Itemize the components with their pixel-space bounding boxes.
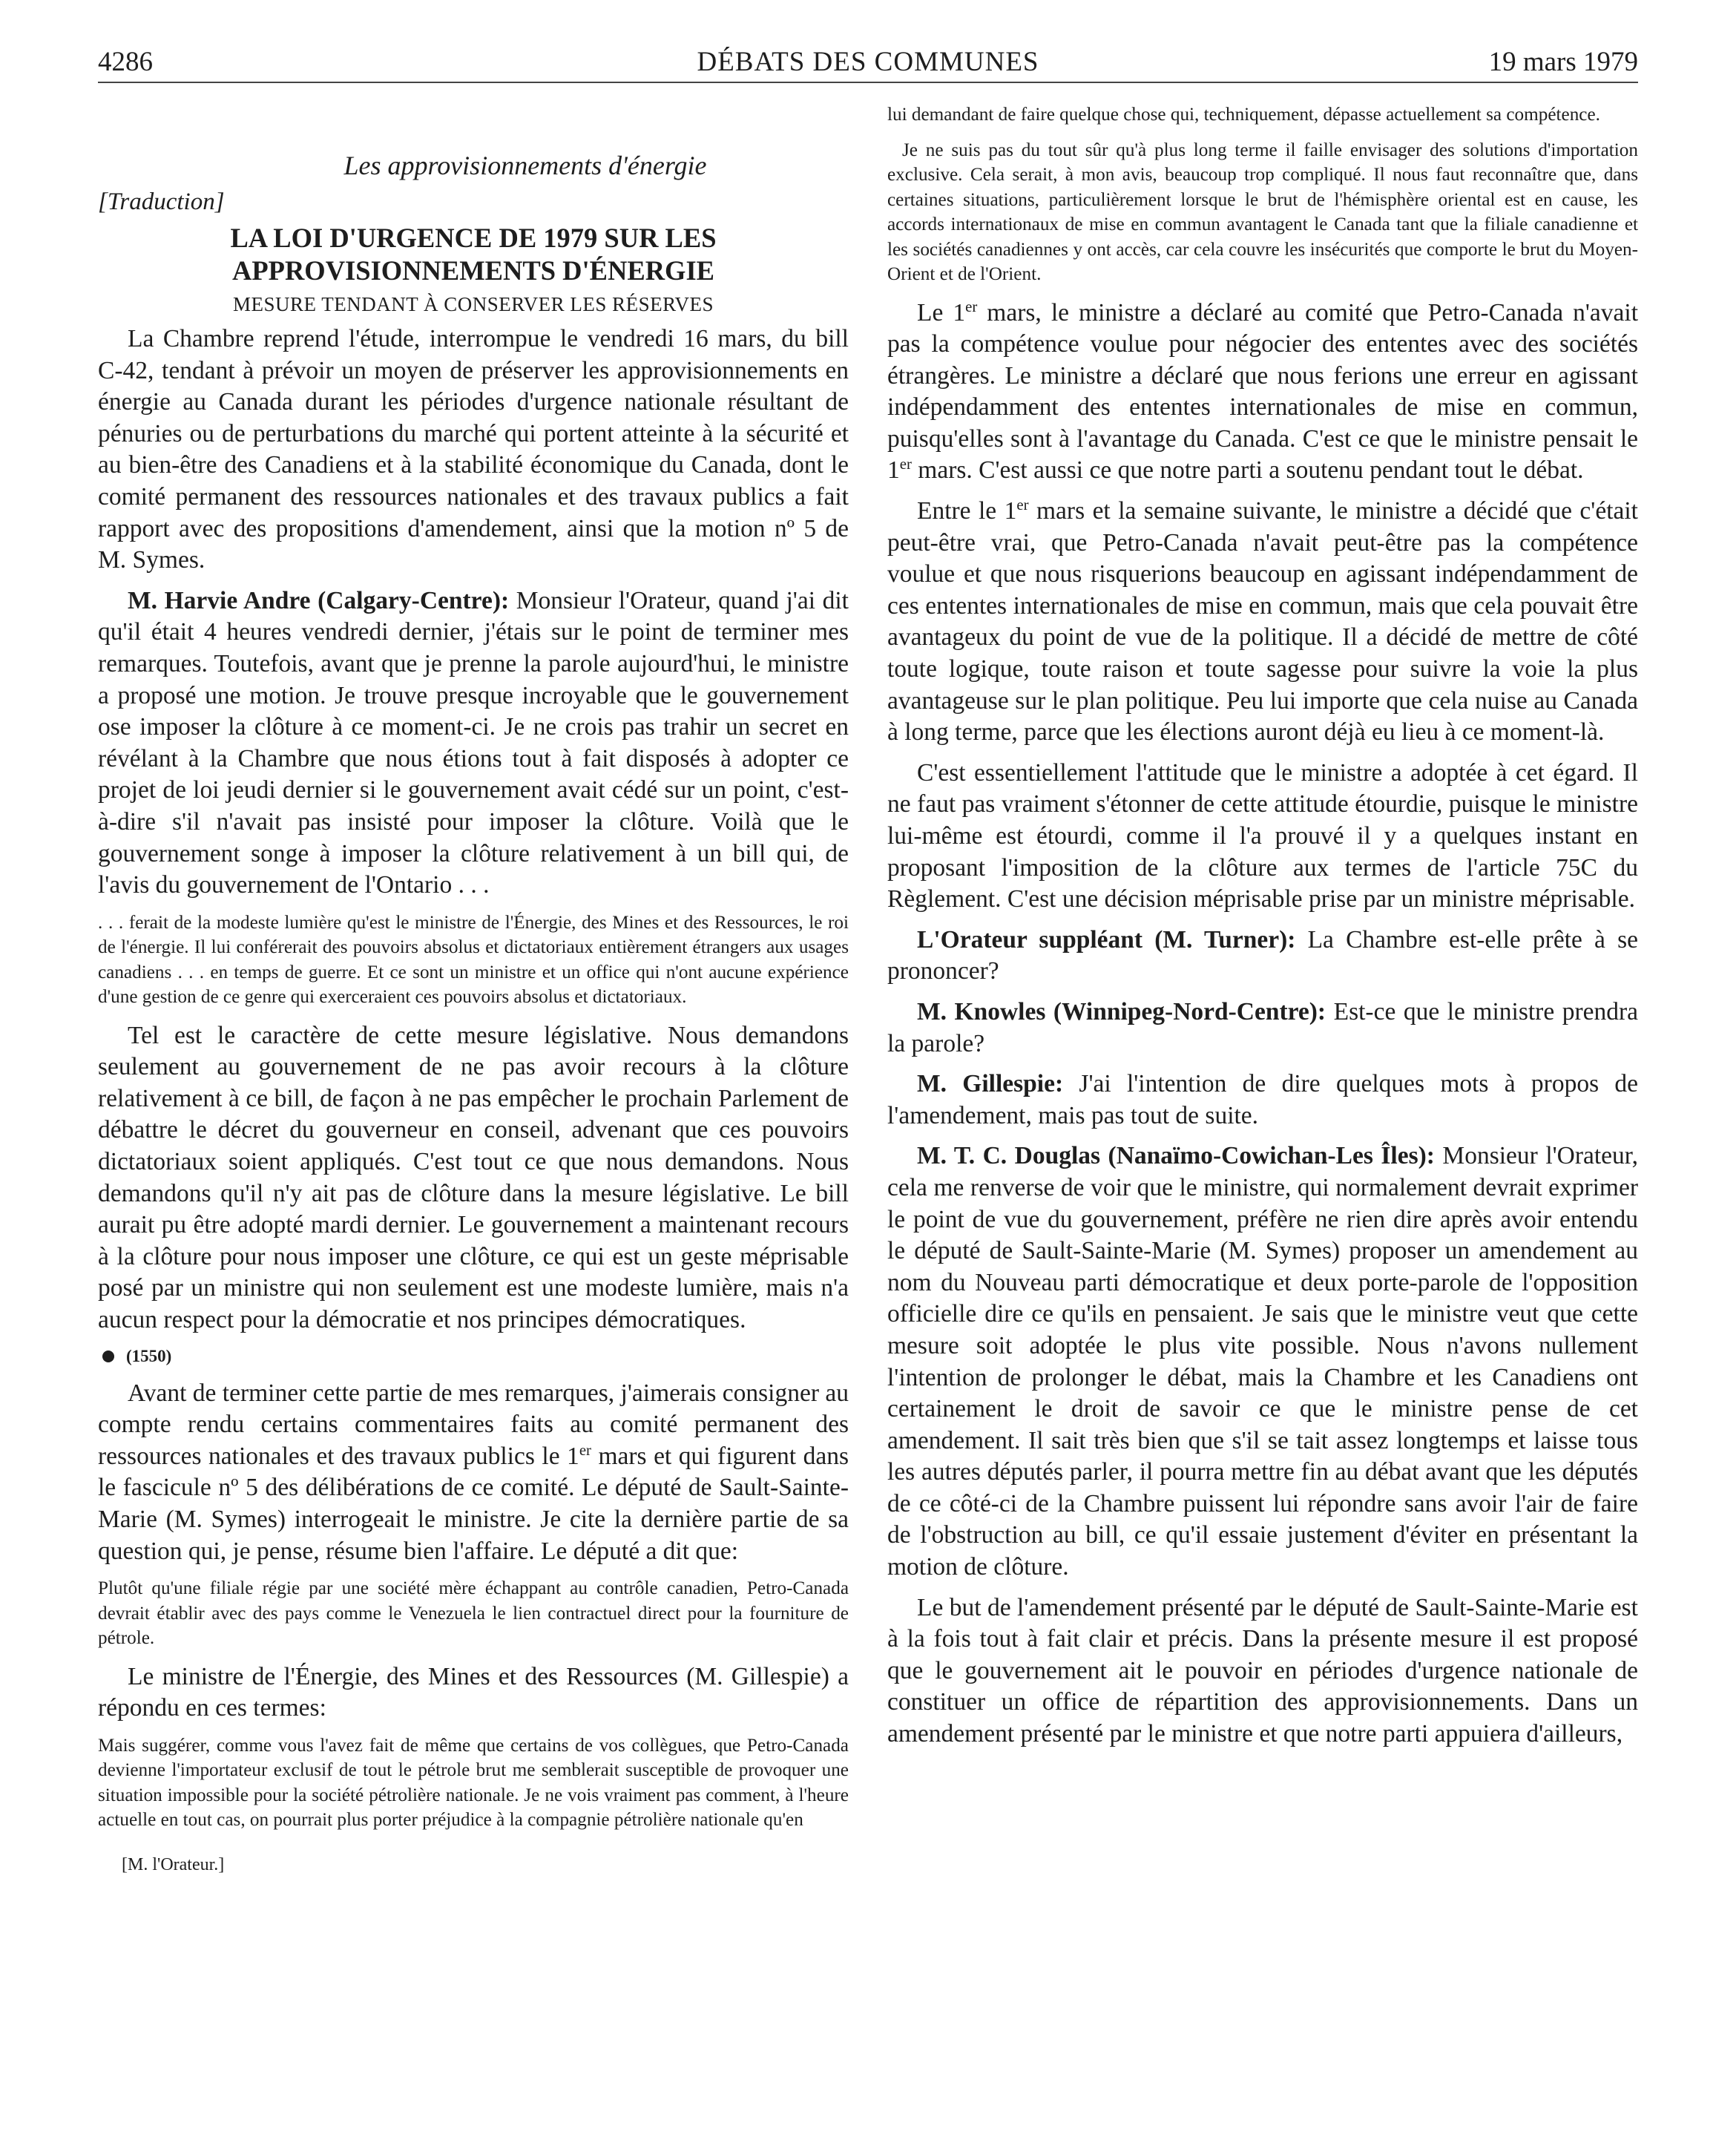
publication-title: DÉBATS DES COMMUNES [697, 47, 1039, 77]
quotation: Plutôt qu'une filiale régie par une société mère échappant au contrôle canadien, Petro-Canada devrait établir avec des pays comme le Venezuela le lien contractuel direct pour la fourniture de pétrole. [98, 1578, 849, 1649]
speaker-name: M. T. C. Douglas (Nanaïmo-Cowichan-Les Îles): [917, 1142, 1435, 1170]
speaker-name: M. Gillespie: [917, 1070, 1064, 1098]
quotation: Mais suggérer, comme vous l'avez fait de même que certains de vos collègues, que Petro-Canada devienne l'importateur exclusif de tout le pétrole brut me semblerait susceptible de provoquer une situation impossible pour la société pétrolière nationale. Je ne vois vraiment pas comment, à l'heure actuelle en tout cas, on pourrait plus porter préjudice à la compagnie pétrolière nationale qu'en [98, 1735, 849, 1831]
paragraph [887, 496, 1638, 749]
speech-paragraph [887, 1141, 1638, 1583]
timestamp [98, 1347, 849, 1366]
paragraph: La Chambre reprend l'étude, interrompue le vendredi 16 mars, du bill C-42, tendant à prévoir un moyen de préserver les approvisionnements en énergie au Canada durant les périodes d'urgence nationale résultant de pénuries ou de perturbations du marché qui portent atteinte à la sécurité et au bien-être des Canadiens et à la stabilité économique du Canada, dont le comité permanent des ressources nationales et des travaux publics a fait rapport avec des propositions d'amendement, ainsi que la motion nº 5 de M. Symes. [98, 325, 849, 574]
superscript: er [579, 1441, 591, 1459]
speaker-name: M. Knowles (Winnipeg-Nord-Centre): [917, 997, 1326, 1025]
timestamp-text: (1550) [126, 1346, 172, 1365]
header-rule [98, 82, 1638, 83]
paragraph-text: Le 1 [917, 298, 966, 326]
section-title: Les approvisionnements d'énergie [343, 151, 707, 180]
page-header [98, 43, 1638, 82]
quotation: lui demandant de faire quelque chose qui, techniquement, dépasse actuellement sa compétence. [887, 105, 1600, 125]
issue-date: 19 mars 1979 [1488, 47, 1638, 77]
speech-text: Monsieur l'Orateur, quand j'ai dit qu'il était 4 heures vendredi dernier, j'étais sur le point de terminer mes remarques. Toutefois, avant que je prenne la parole aujourd'hui, le ministre a proposé une motion. Je trouve presque incroyable que le gouvernement ose imposer la clôture à ce moment-ci. Je ne crois pas trahir un secret en révélant à la Chambre que nous étions tout à fait disposés à adopter ce projet de loi jeudi dernier si le gouvernement avait cédé sur un point, c'est-à-dire s'il n'avait pas insisté pour imposer la clôture. Voilà que le gouvernement songe à imposer la clôture relativement à un bill qui, de l'avis du gouvernement de l'Ontario . . . [98, 586, 849, 899]
bill-title-line-2: APPROVISIONNEMENTS D'ÉNERGIE [232, 255, 714, 286]
superscript: er [1016, 496, 1029, 513]
quotation: Je ne suis pas du tout sûr qu'à plus long terme il faille envisager des solutions d'importation exclusive. Cela serait, à mon avis, beaucoup trop compliqué. Il nous faut reconnaître que, dans certaines situations, particulièrement lorsque le brut de l'hémisphère oriental est en cause, les accords internationaux de mise en commun avantagent le Canada tant que la filiale canadienne et les sociétés canadiennes y ont accès, car cela couvre les insécurités que comporte le brut du Moyen-Orient et de l'Orient. [887, 140, 1638, 284]
paragraph-text: mars et la semaine suivante, le ministre a décidé que c'était peut-être vrai, que Petro-Canada n'avait peut-être pas la compétence voulue et que nous risquerions beaucoup en agissant indépendamment de ces ententes internationales de mise en commun, mais que cela pouvait être avantageux du point de vue de la politique. Il a décidé de mettre de côté toute logique, toute raison et toute sagesse pour suivre la voie la plus avantageuse sur le plan politique. Peu lui importe que cela nuise au Canada à long terme, parce que les élections auront déjà eu lieu à ce moment-là. [887, 497, 1638, 746]
speaker-note: [M. l'Orateur.] [122, 1854, 225, 1874]
speech-text: Monsieur l'Orateur, cela me renverse de voir que le ministre, qui normalement devrait exprimer le point de vue du gouvernement, préfère ne rien dire après avoir entendu le député de Sault-Sainte-Marie (M. Symes) proposer un amendement au nom du Nouveau parti démocratique et deux porte-parole de l'opposition officielle dire ce qu'ils en pensaient. Je sais que le ministre veut que cette mesure soit adoptée le plus vite possible. Nous n'avons nullement l'intention de prolonger le débat, mais la Chambre et les Canadiens ont certainement le droit de savoir ce que le ministre pense de cet amendement. Il sait très bien que s'il se tait assez longtemps et laisse tous les autres députés parler, il pourra mettre fin au débat avant que les députés de ce côté-ci de la Chambre puissent lui répondre sans avoir l'air de faire de l'obstruction au bill, ce qu'il essaie justement d'éviter en présentant la motion de clôture. [887, 1142, 1638, 1581]
paragraph [887, 298, 1638, 488]
hansard-page [98, 43, 1638, 2121]
paragraph-text: Entre le 1 [917, 497, 1017, 525]
superscript: er [965, 298, 978, 315]
speech-paragraph [98, 585, 849, 902]
speech-paragraph [887, 925, 1638, 988]
page-number: 4286 [98, 47, 153, 77]
left-column [98, 99, 849, 1875]
speech-paragraph [887, 997, 1638, 1060]
bill-subtitle: MESURE TENDANT À CONSERVER LES RÉSERVES [233, 293, 714, 315]
paragraph-text: Avant de terminer cette partie de mes remarques, j'aimerais consigner au compte rendu certains commentaires faits au comité permanent des ressources nationales et des travaux publics le 1 [98, 1379, 849, 1470]
speaker-name: L'Orateur suppléant (M. Turner): [917, 925, 1296, 954]
paragraph-text: mars et qui figurent dans le fascicule nº 5 des délibérations de ce comité. Le député de Sault-Sainte-Marie (M. Symes) interrogeait le ministre. Je cite la dernière partie de sa question qui, je pense, résume bien l'affaire. Le député a dit que: [98, 1442, 849, 1565]
speech-text: La Chambre est-elle prête à se prononcer? [887, 925, 1639, 985]
superscript: er [899, 456, 912, 473]
quotation: . . . ferait de la modeste lumière qu'est le ministre de l'Énergie, des Mines et des Ressources, le roi de l'énergie. Il lui conférerait des pouvoirs absolus et dictatoriaux entièrement étrangers aux usages canadiens . . . en temps de guerre. Et ce sont un ministre et un office qui n'ont aucune expérience d'une gestion de ce genre qui exerceraient ces pouvoirs absolus et dictatoriaux. [98, 912, 849, 1008]
paragraph-text: mars, le ministre a déclaré au comité que Petro-Canada n'avait pas la compétence voulue pour négocier des ententes avec des sociétés étrangères. Le ministre a déclaré que nous ferions une erreur en agissant indépendamment des ententes internationales de mise en commun, puisqu'elles sont à l'avantage du Canada. C'est ce que le ministre pensait le 1 [887, 298, 1638, 485]
paragraph: Tel est le caractère de cette mesure législative. Nous demandons seulement au gouvernement de ne pas avoir recours à la clôture relativement à ce bill, de façon à ne pas empêcher le prochain Parlement de débattre le décret du gouverneur en conseil, advenant que ces pouvoirs dictatoriaux soient appliqués. C'est tout ce que nous demandons. Nous demandons qu'il n'y ait pas de clôture dans la mesure législative. Le bill aurait pu être adopté mardi dernier. Le gouvernement a maintenant recours à la clôture pour nous imposer une clôture, ce qui est un geste méprisable posé par un ministre qui non seulement est une modeste lumière, mais n'a aucun respect pour la démocratie et nos principes démocratiques. [98, 1021, 849, 1334]
traduction-note: [Traduction] [98, 188, 225, 215]
speaker-name: M. Harvie Andre (Calgary-Centre): [128, 586, 510, 614]
bullet-icon [102, 1351, 114, 1362]
speech-text: Est-ce que le ministre prendra la parole? [887, 997, 1638, 1057]
paragraph [98, 1378, 849, 1568]
paragraph: Le but de l'amendement présenté par le député de Sault-Sainte-Marie est à la fois tout à fait clair et précis. Dans la présente mesure il est proposé que le gouvernement ait le pouvoir en périodes d'urgence nationale de constituer un office de répartition des approvisionnements. Dans un amendement présenté par le ministre et que notre parti appuiera d'ailleurs, [887, 1593, 1638, 1748]
paragraph: Le ministre de l'Énergie, des Mines et des Ressources (M. Gillespie) a répondu en ces termes: [98, 1662, 849, 1722]
right-column [887, 99, 1638, 1759]
bill-title-line-1: LA LOI D'URGENCE DE 1979 SUR LES [230, 223, 717, 253]
paragraph-text: mars. C'est aussi ce que notre parti a soutenu pendant tout le débat. [911, 456, 1584, 485]
speech-text: J'ai l'intention de dire quelques mots à propos de l'amendement, mais pas tout de suite. [887, 1070, 1639, 1129]
speech-paragraph [887, 1069, 1638, 1132]
paragraph: C'est essentiellement l'attitude que le ministre a adoptée à cet égard. Il ne faut pas vraiment s'étonner de cette attitude étourdie, puisque le ministre lui-même est étourdi, comme il l'a prouvé il y a quelques instant en proposant l'imposition de la clôture aux termes de l'article 75C du Règlement. C'est une décision méprisable prise par un ministre méprisable. [887, 758, 1638, 913]
